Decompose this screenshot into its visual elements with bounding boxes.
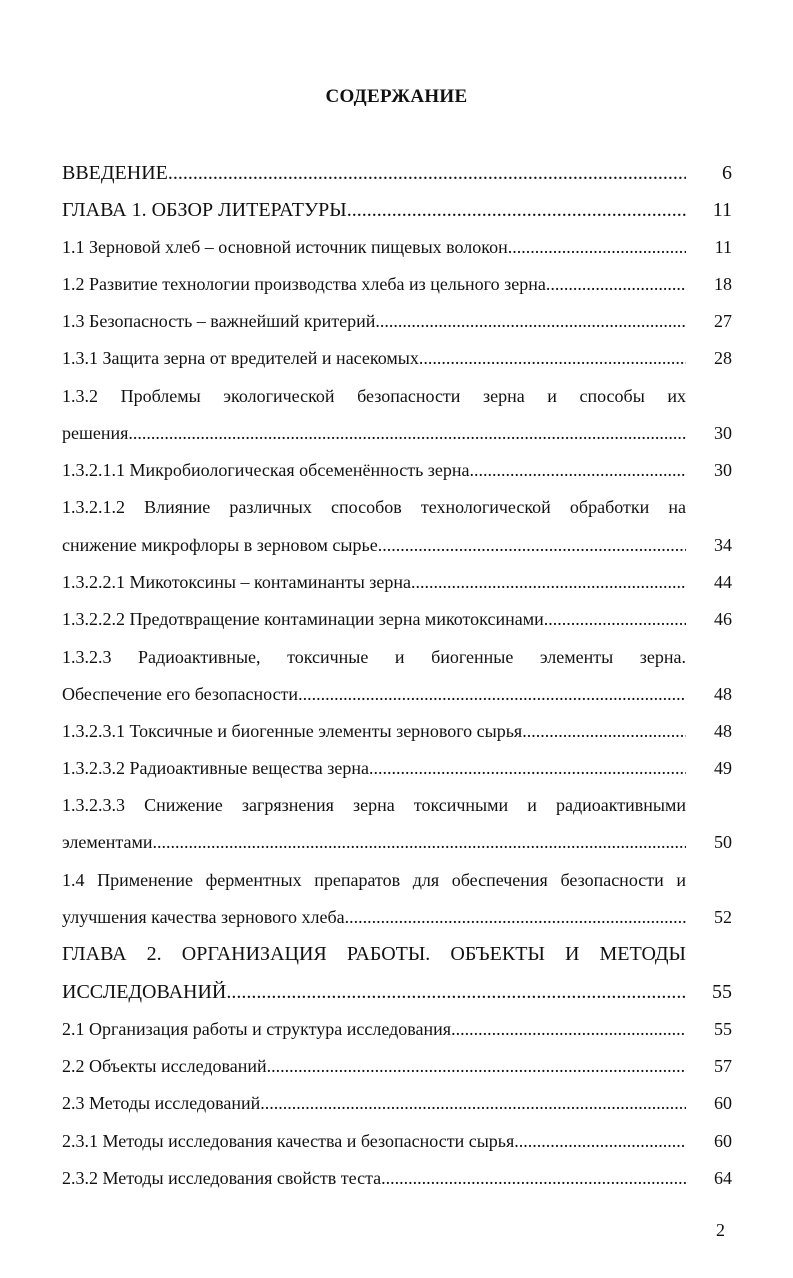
toc-page-number: 18	[714, 274, 732, 294]
toc-entry-text: Обеспечение его безопасности	[62, 684, 299, 704]
page-number: 2	[716, 1220, 725, 1240]
toc-page-number: 11	[712, 199, 732, 221]
toc-entry-text: 1.3.2.3.2 Радиоактивные вещества зерна	[62, 758, 370, 778]
dot-leader	[226, 977, 686, 1007]
toc-page-number: 27	[714, 311, 732, 331]
dot-leader	[168, 158, 686, 188]
toc-entry-text: 1.3.2.2.1 Микотоксины – контаминанты зерна	[62, 572, 412, 592]
toc-entry-text: 1.3.1 Защита зерна от вредителей и насекомых	[62, 348, 419, 368]
toc-entry-1-4-line2[interactable]	[62, 902, 732, 932]
dot-leader	[298, 679, 686, 709]
dot-leader	[375, 306, 686, 336]
toc-entry-1-3[interactable]	[62, 306, 732, 336]
toc-page-number: 30	[714, 460, 732, 480]
toc-entry-1-1[interactable]	[62, 232, 732, 262]
toc-entry-text: 1.3.2.3.1 Токсичные и биогенные элементы зернового сырья	[62, 721, 523, 741]
toc-page-number: 30	[714, 423, 732, 443]
toc-entry-1-3-2-3-line1[interactable]	[62, 642, 732, 672]
toc-entry-text: ИССЛЕДОВАНИЙ	[62, 981, 227, 1003]
dot-leader	[152, 827, 686, 857]
toc-entry-chapter-2-line1[interactable]	[62, 939, 732, 969]
toc-entry-1-3-2-1-1[interactable]	[62, 455, 732, 485]
toc-page-number: 52	[714, 907, 732, 927]
toc-entry-chapter-2-line2[interactable]	[62, 977, 732, 1007]
toc-entry-1-3-2-line1[interactable]	[62, 381, 732, 411]
toc-page-number: 60	[714, 1131, 732, 1151]
toc-entry-text: снижение микрофлоры в зерновом сырье	[62, 535, 378, 555]
toc-page-number: 44	[714, 572, 732, 592]
dot-leader	[514, 1126, 686, 1156]
toc-page-number: 34	[714, 535, 732, 555]
dot-leader	[544, 604, 686, 634]
toc-entry-1-3-2-2-2[interactable]	[62, 604, 732, 634]
dot-leader	[419, 343, 686, 373]
toc-entry-1-3-2-1-2-line2[interactable]	[62, 530, 732, 560]
toc-entry-text: 2.3.1 Методы исследования качества и безопасности сырья	[62, 1131, 515, 1151]
toc-page-number: 64	[714, 1168, 732, 1188]
dot-leader	[260, 1088, 686, 1118]
dot-leader	[451, 1014, 686, 1044]
toc-entry-text: 1.2 Развитие технологии производства хлеба из цельного зерна	[62, 274, 546, 294]
toc-entry-1-3-2-line2[interactable]	[62, 418, 732, 448]
toc-entry-1-3-2-3-3-line1[interactable]	[62, 790, 732, 820]
toc-page-number: 57	[714, 1056, 732, 1076]
toc-page-number: 48	[714, 684, 732, 704]
toc-entry-introduction[interactable]	[62, 158, 732, 188]
dot-leader	[508, 232, 686, 262]
toc-entry-text: 2.2 Объекты исследований	[62, 1056, 267, 1076]
toc-entry-1-3-2-3-3-line2[interactable]	[62, 827, 732, 857]
toc-page-number: 55	[712, 981, 732, 1003]
toc-entry-text: элементами	[62, 832, 153, 852]
toc-entry-1-3-1[interactable]	[62, 343, 732, 373]
toc-entry-text: 1.3.2.3.3 Снижение загрязнения зерна токсичными и радиоактивными	[62, 795, 686, 815]
toc-entry-text: 1.4 Применение ферментных препаратов для обеспечения безопасности и	[62, 870, 686, 890]
dot-leader	[345, 902, 686, 932]
dot-leader	[470, 455, 686, 485]
toc-page-number: 11	[714, 237, 732, 257]
toc-entry-2-3-1[interactable]	[62, 1126, 732, 1156]
toc-entry-text: 1.3.2.2.2 Предотвращение контаминации зерна микотоксинами	[62, 609, 544, 629]
toc-entry-2-3[interactable]	[62, 1088, 732, 1118]
toc-page-number: 46	[714, 609, 732, 629]
toc-entry-text: 1.3.2.1.1 Микробиологическая обсеменённость зерна	[62, 460, 470, 480]
toc-page-number: 49	[714, 758, 732, 778]
dot-leader	[381, 1163, 686, 1193]
toc-entry-text: 1.1 Зерновой хлеб – основной источник пищевых волокон	[62, 237, 508, 257]
toc-entry-text: ВВЕДЕНИЕ	[62, 162, 168, 184]
dot-leader	[522, 716, 686, 746]
toc-entry-text: 1.3.2 Проблемы экологической безопасности зерна и способы их	[62, 386, 686, 406]
toc-page-number: 28	[714, 348, 732, 368]
dot-leader	[411, 567, 686, 597]
dot-leader	[378, 530, 686, 560]
toc-page-number: 48	[714, 721, 732, 741]
toc-entry-1-3-2-3-line2[interactable]	[62, 679, 732, 709]
toc-entry-1-3-2-1-2-line1[interactable]	[62, 492, 732, 522]
dot-leader	[128, 418, 686, 448]
toc-entry-text: 2.3 Методы исследований	[62, 1093, 261, 1113]
toc-entry-chapter-1[interactable]	[62, 195, 732, 225]
dot-leader	[347, 195, 686, 225]
toc-page-number: 55	[714, 1019, 732, 1039]
toc-entry-text: 1.3.2.1.2 Влияние различных способов технологической обработки на	[62, 497, 686, 517]
toc-entry-1-3-2-3-2[interactable]	[62, 753, 732, 783]
toc-entry-1-3-2-2-1[interactable]	[62, 567, 732, 597]
toc-entry-2-2[interactable]	[62, 1051, 732, 1081]
toc-page-number: 50	[714, 832, 732, 852]
dot-leader	[267, 1051, 686, 1081]
toc-entry-1-4-line1[interactable]	[62, 865, 732, 895]
toc-entry-text: 2.3.2 Методы исследования свойств теста	[62, 1168, 382, 1188]
toc-entry-1-2[interactable]	[62, 269, 732, 299]
toc-entry-text: решения	[62, 423, 129, 443]
toc-entry-2-3-2[interactable]	[62, 1163, 732, 1193]
toc-page-number: 6	[722, 162, 732, 184]
toc-page-number: 60	[714, 1093, 732, 1113]
toc-entry-text: 1.3 Безопасность – важнейший критерий	[62, 311, 376, 331]
toc-entry-text: 1.3.2.3 Радиоактивные, токсичные и биогенные элементы зерна.	[62, 647, 686, 667]
page-title: СОДЕРЖАНИЕ	[325, 86, 468, 107]
toc-entry-text: ГЛАВА 2. ОРГАНИЗАЦИЯ РАБОТЫ. ОБЪЕКТЫ И МЕТОДЫ	[62, 943, 686, 965]
toc-entry-text: ГЛАВА 1. ОБЗОР ЛИТЕРАТУРЫ	[62, 199, 347, 221]
dot-leader	[369, 753, 686, 783]
toc-entry-text: улучшения качества зернового хлеба	[62, 907, 345, 927]
toc-entry-1-3-2-3-1[interactable]	[62, 716, 732, 746]
toc-entry-text: 2.1 Организация работы и структура исследования	[62, 1019, 452, 1039]
toc-entry-2-1[interactable]	[62, 1014, 732, 1044]
dot-leader	[546, 269, 686, 299]
